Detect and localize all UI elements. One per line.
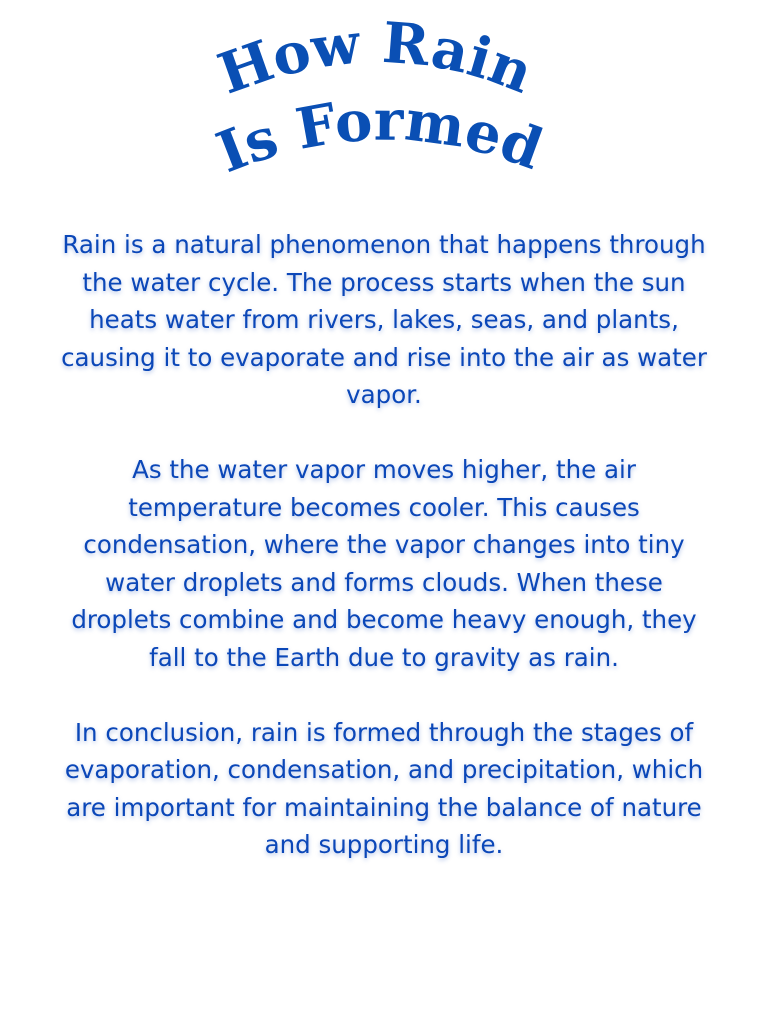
paragraph-intro: Rain is a natural phenomenon that happens through the water cycle. The process starts when the sun heats water from rivers, lakes, seas, and plants, causing it to evaporate and rise into the air as water vapor. (61, 230, 707, 409)
title-line-2: Is Formed (208, 87, 552, 187)
title-line-1: How Rain (210, 9, 542, 108)
paragraph-conclusion: In conclusion, rain is formed through the stages of evaporation, condensation, and precipitation, which are important for maintaining the balance of nature and supporting life. (64, 717, 704, 859)
paragraph-condensation: As the water vapor moves higher, the air temperature becomes cooler. This causes condensation, where the vapor changes into tiny water droplets and forms clouds. When these droplets combine and become heavy enough, they fall to the Earth due to gravity as rain. (71, 455, 697, 672)
page-title (0, 0, 768, 215)
article-body (58, 226, 710, 864)
